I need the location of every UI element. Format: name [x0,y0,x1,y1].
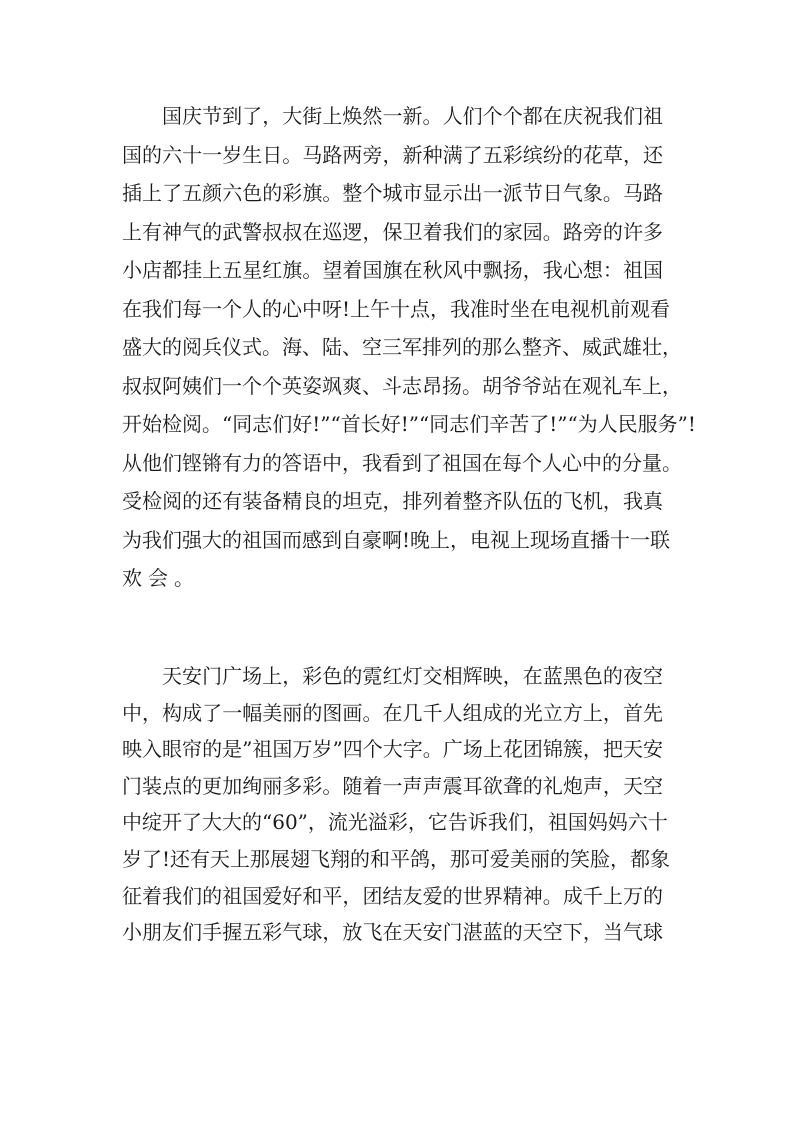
text-line: 天安门广场上，彩色的霓红灯交相辉映，在蓝黑色的夜空 [162,664,663,688]
text-line: 小店都挂上五星红旗。望着国旗在秋风中飘扬，我心想：祖国 [122,258,663,282]
text-line: 盛大的阅兵仪式。海、陆、空三军排列的那么整齐、威武雄壮， [122,335,682,359]
paragraph-2 [122,658,671,951]
text-line: 小朋友们手握五彩气球，放飞在天安门湛蓝的天空下，当气球 [122,920,663,945]
text-line: 国的六十一岁生日。马路两旁，新种满了五彩缤纷的花草，还 [122,142,663,167]
text-line: 国庆节到了，大街上焕然一新。人们个个都在庆祝我们祖 [162,104,663,128]
text-line: 插上了五颜六色的彩旗。整个城市显示出一派节日气象。马路 [122,181,663,205]
text-line: 征着我们的祖国爱好和平，团结友爱的世界精神。成千上万的 [122,883,663,908]
text-line: 上有神气的武警叔叔在巡逻，保卫着我们的家园。路旁的许多 [122,219,663,244]
text-line: 岁了!还有天上那展翅飞翔的和平鸽，那可爱美丽的笑脸，都象 [122,846,671,871]
text-line: 叔叔阿姨们一个个英姿飒爽、斗志昂扬。胡爷爷站在观礼车上， [122,373,682,398]
text-line: 受检阅的还有装备精良的坦克，排列着整齐队伍的飞机，我真 [122,489,663,513]
text-line: 从他们铿锵有力的答语中，我看到了祖国在每个人心中的分量。 [122,450,682,475]
text-line: 中绽开了大大的“60”，流光溢彩，它告诉我们，祖国妈妈六十 [122,810,668,835]
text-line: 为我们强大的祖国而感到自豪啊!晚上，电视上现场直播十一联 [122,527,671,552]
text-line: 开始检阅。“同志们好!”“首长好!”“同志们辛苦了!”“为人民服务”! [122,412,696,436]
text-line: 中，构成了一幅美丽的图画。在几千人组成的光立方上，首先 [122,700,663,725]
text-line: 映入眼帘的是”祖国万岁”四个大字。广场上花团锦簇，把天安 [122,737,663,762]
text-line: 门装点的更加绚丽多彩。随着一声声震耳欲聋的礼炮声，天空 [122,773,663,798]
text-line: 在我们每一个人的心中呀!上午十点，我准时坐在电视机前观看 [122,296,671,321]
text-line: 欢会。 [122,566,200,590]
paragraph-1 [122,97,696,598]
